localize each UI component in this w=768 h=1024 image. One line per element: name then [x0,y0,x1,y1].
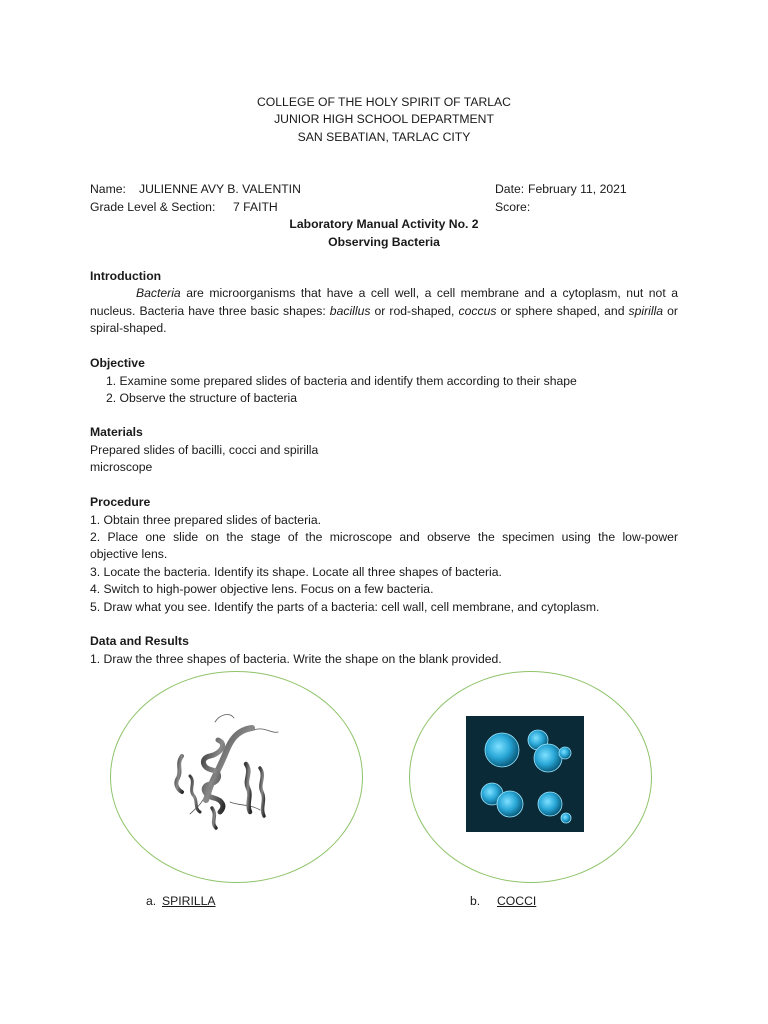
procedure-step-continued: objective lens. [90,547,168,561]
activity-subtitle: Observing Bacteria [328,235,440,249]
label-b-prefix: b. [470,894,481,908]
procedure-step: 3. Locate the bacteria. Identify its shape. Locate all three shapes of bacteria. [90,565,502,579]
results-heading: Data and Results [90,634,189,648]
materials-item: microscope [90,460,153,474]
school-address: SAN SEBATIAN, TARLAC CITY [297,130,471,144]
procedure-step: 1. Obtain three prepared slides of bacteria. [90,513,322,527]
name-value: JULIENNE AVY B. VALENTIN [139,182,301,196]
procedure-heading: Procedure [90,495,151,509]
score-label: Score: [495,200,531,214]
department-name: JUNIOR HIGH SCHOOL DEPARTMENT [274,112,494,126]
spirilla-drawing [160,712,284,830]
introduction-heading: Introduction [90,269,162,283]
label-a-prefix: a. [146,894,157,908]
procedure-step: 4. Switch to high-power objective lens. Focus on a few bacteria. [90,582,434,596]
cocci-image [466,716,584,832]
label-a-answer: SPIRILLA [162,894,216,908]
activity-title: Laboratory Manual Activity No. 2 [289,217,479,231]
date-label: Date: [495,182,525,196]
objective-item: 1. Examine some prepared slides of bacteria and identify them according to their shape [106,374,577,388]
materials-item: Prepared slides of bacilli, cocci and spirilla [90,443,319,457]
date-value: February 11, 2021 [528,182,627,196]
objective-item: 2. Observe the structure of bacteria [106,391,298,405]
objective-heading: Objective [90,356,145,370]
results-instruction: 1. Draw the three shapes of bacteria. Write the shape on the blank provided. [90,652,502,666]
grade-section-label: Grade Level & Section: [90,200,216,214]
school-name: COLLEGE OF THE HOLY SPIRIT OF TARLAC [257,95,511,109]
introduction-paragraph: Bacteria are microorganisms that have a cell well, a cell membrane and a cytoplasm, nut not a nucleus. Bacteria have three basic shapes: bacillus or rod-shaped, coccus or sphere shaped, and spirilla or spiral-shaped. [90,286,678,336]
materials-heading: Materials [90,425,143,439]
grade-section-value: 7 FAITH [233,200,278,214]
procedure-step: 5. Draw what you see. Identify the parts of a bacteria: cell wall, cell membrane, and cytoplasm. [90,600,600,614]
procedure-step: 2. Place one slide on the stage of the microscope and observe the specimen using the low-power [90,530,678,544]
name-label: Name: [90,182,126,196]
label-b-answer: COCCI [497,894,537,908]
